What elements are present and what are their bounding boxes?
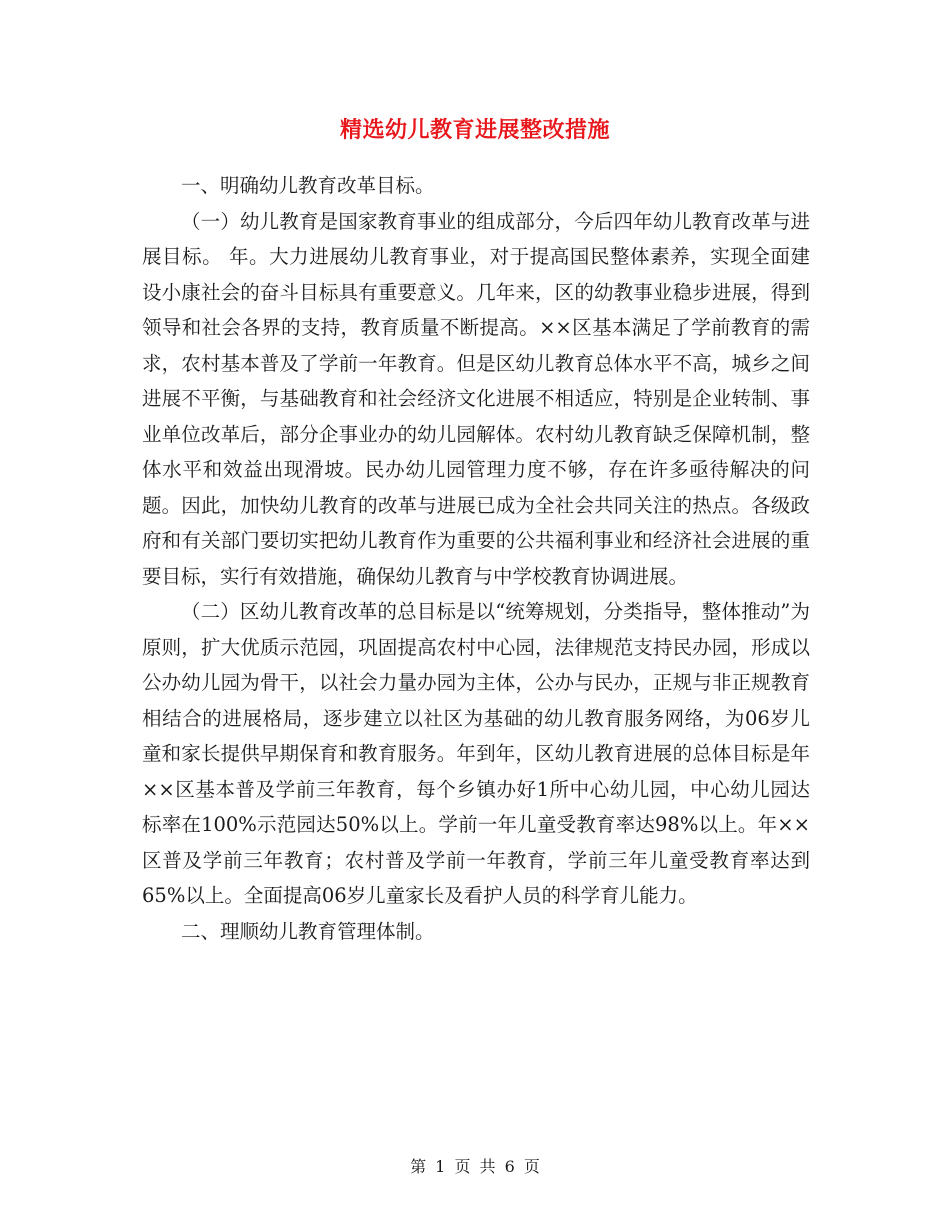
document-title: 精选幼儿教育进展整改措施 [339, 117, 610, 143]
paragraph-2: （二）区幼儿教育改革的总目标是以“统筹规划，分类指导，整体推动”为原则，扩大优质示范园，巩固提高农村中心园，法律规范支持民办园，形成以公办幼儿园为骨干，以社会力量办园为主体，公办与民办，正规与非正规教育相结合的进展格局，逐步建立以社区为基础的幼儿教育服务网络，为06岁儿童和家长提供早期保育和教育服务。年到年，区幼儿教育进展的总体目标是年××区基本普及学前三年教育，每个乡镇办好1所中心幼儿园，中心幼儿园达标率在100%示范园达50%以上。学前一年儿童受教育率达98%以上。年××区普及学前三年教育；农村普及学前一年教育，学前三年儿童受教育率达到65%以上。全面提高06岁儿童家长及看护人员的科学育儿能力。 [142, 600, 810, 907]
section-heading-2: 二、理顺幼儿教育管理体制。 [181, 919, 435, 943]
page-footer: 第 1 页 共 6 页 [410, 1157, 540, 1176]
paragraph-1: （一）幼儿教育是国家教育事业的组成部分，今后四年幼儿教育改革与进展目标。 年。大力进展幼儿教育事业，对于提高国民整体素养，实现全面建设小康社会的奋斗目标具有重要意义。几年来，区的幼教事业稳步进展，得到领导和社会各界的支持，教育质量不断提高。××区基本满足了学前教育的需求，农村基本普及了学前一年教育。但是区幼儿教育总体水平不高，城乡之间进展不平衡，与基础教育和社会经济文化进展不相适应，特别是企业转制、事业单位改革后，部分企事业办的幼儿园解体。农村幼儿教育缺乏保障机制，整体水平和效益出现滑坡。民办幼儿园管理力度不够，存在许多亟待解决的问题。因此，加快幼儿教育的改革与进展已成为全社会共同关注的热点。各级政府和有关部门要切实把幼儿教育作为重要的公共福利事业和经济社会进展的重要目标，实行有效措施，确保幼儿教育与中学校教育协调进展。 [142, 209, 810, 588]
document-body [142, 168, 810, 949]
section-heading-1: 一、明确幼儿教育改革目标。 [181, 174, 435, 197]
